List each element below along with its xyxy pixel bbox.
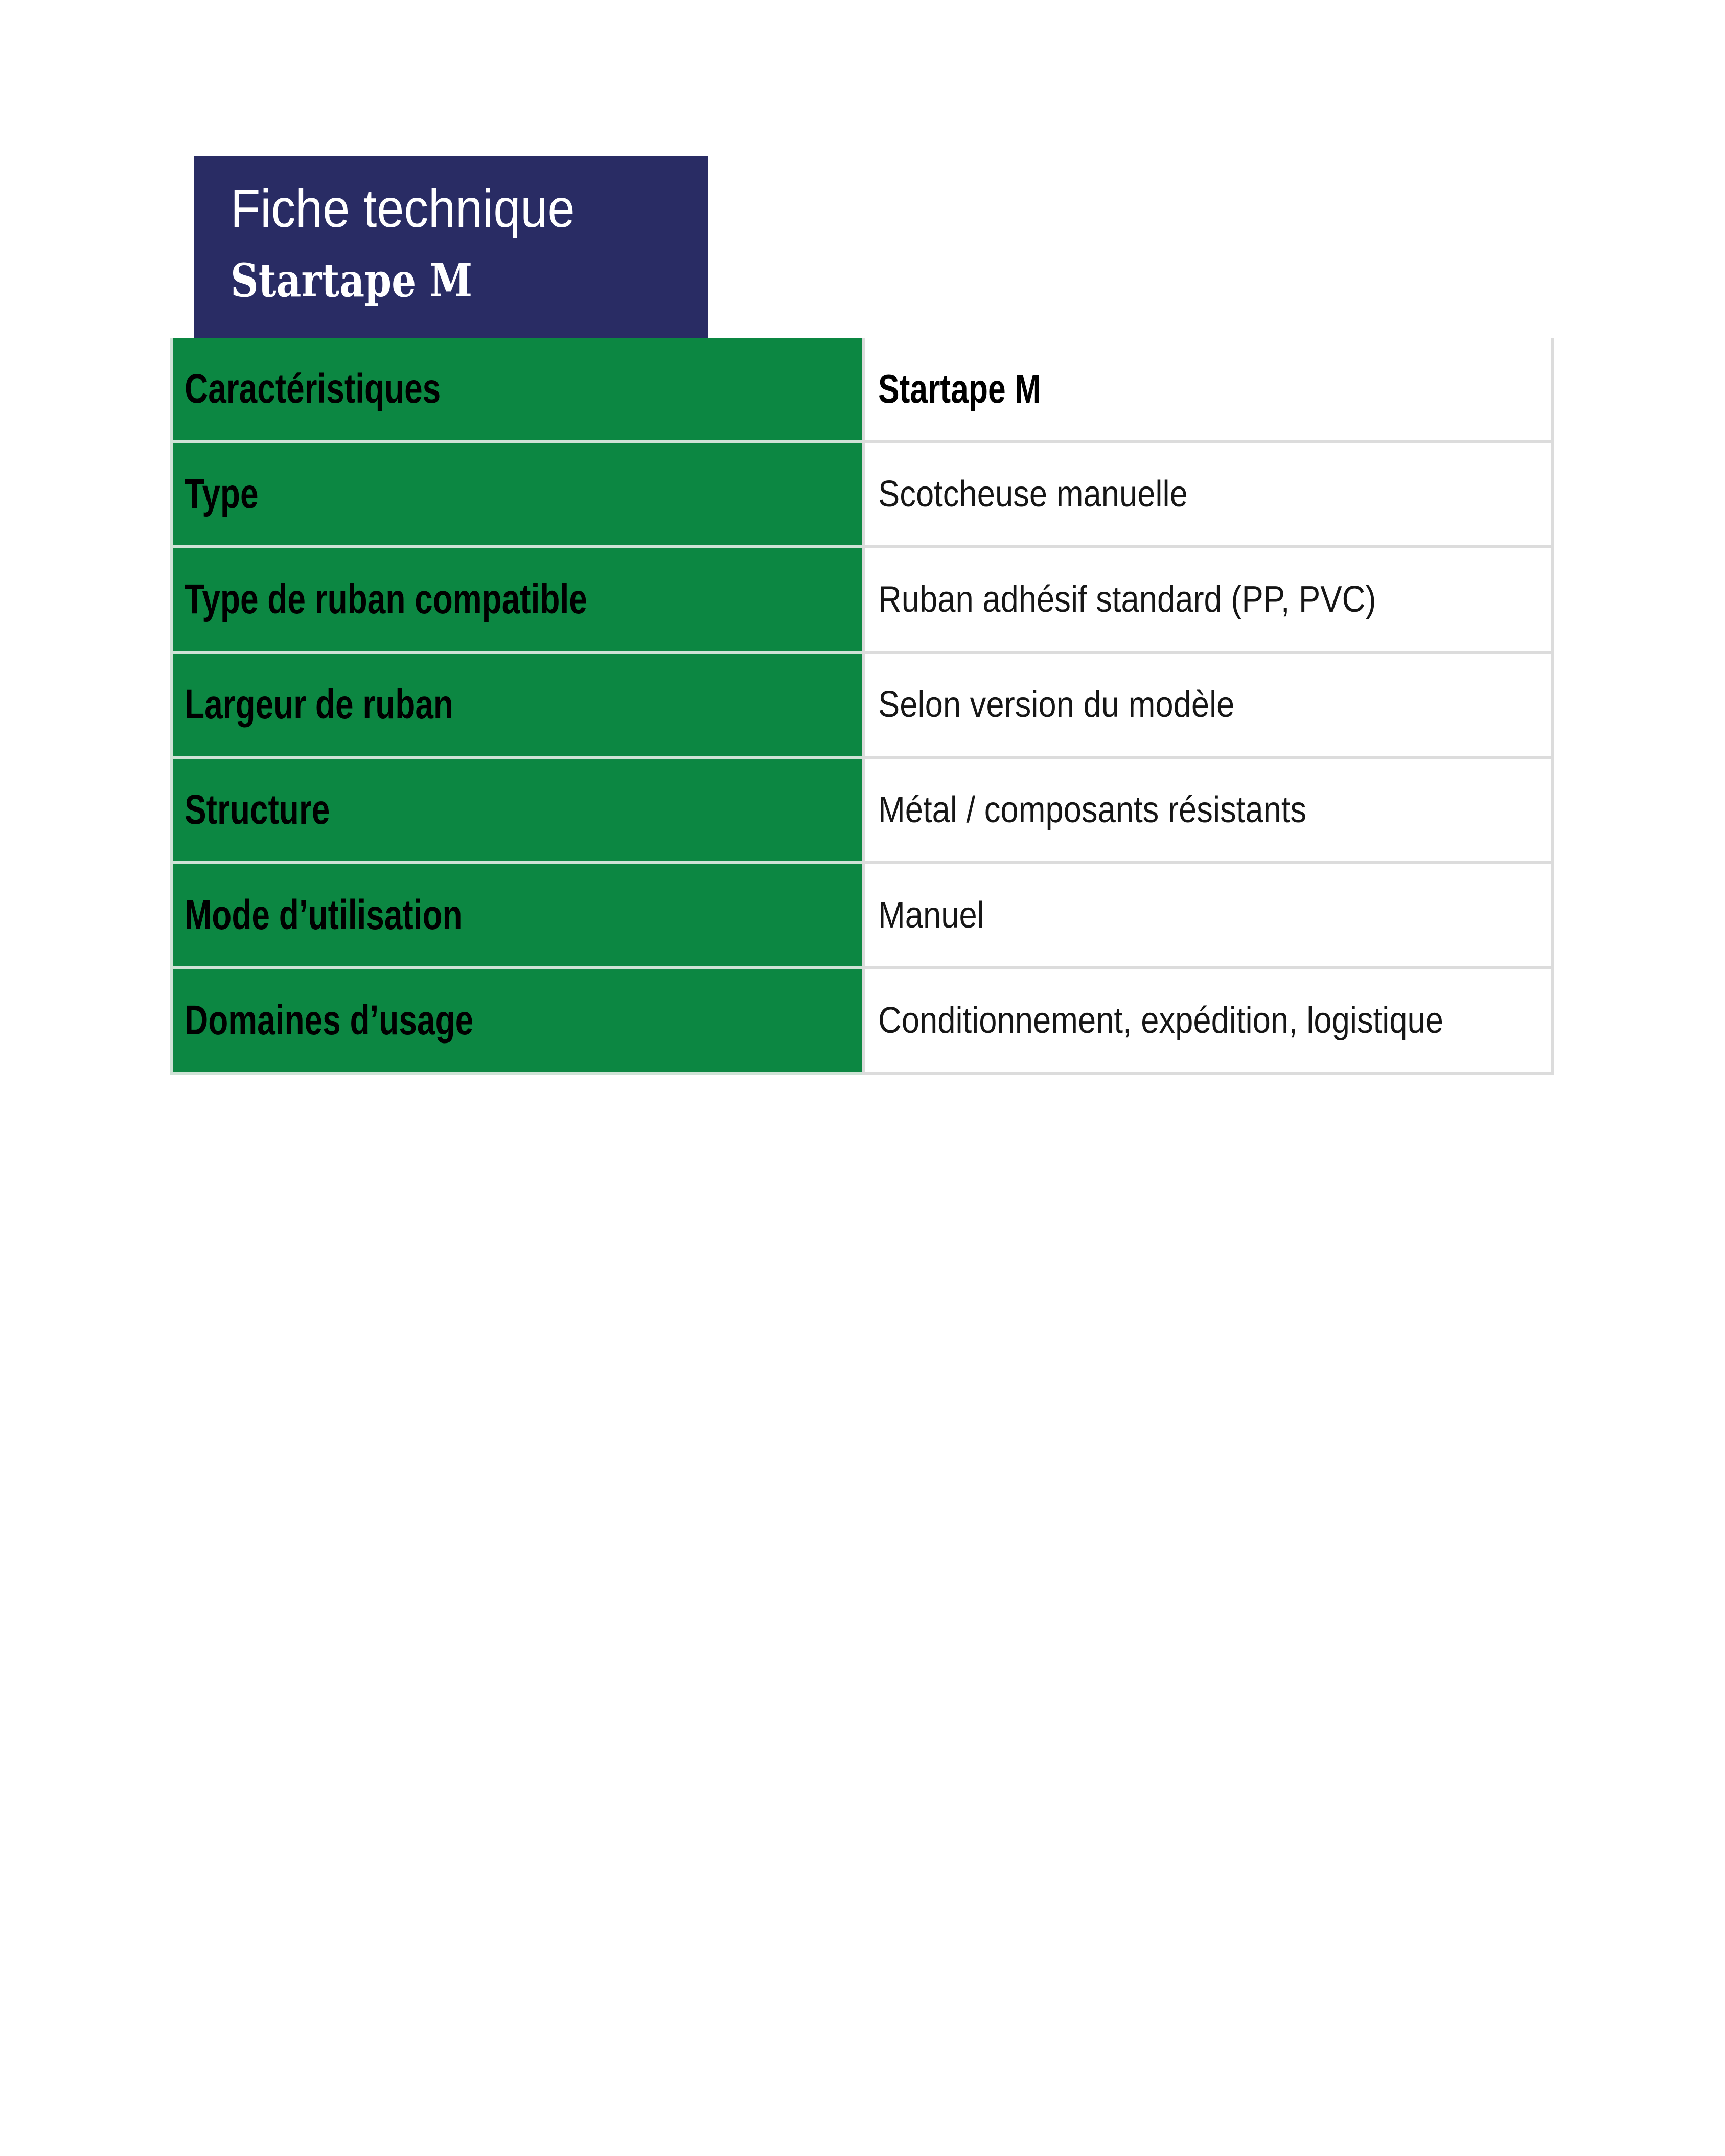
spec-value: Métal / composants résistants: [878, 790, 1307, 830]
spec-label: Largeur de ruban: [185, 681, 453, 728]
table-row-largeur-label-cell: [170, 654, 862, 759]
table-row-structure-label-cell: [170, 759, 862, 864]
table-row-header-value-cell: [862, 338, 1554, 443]
product-name-title: Startape M: [231, 253, 473, 308]
spec-label: Type de ruban compatible: [185, 576, 587, 622]
table-row-domaines-usage-value-cell: [862, 969, 1554, 1075]
table-row-type-label-cell: [170, 443, 862, 548]
table-row-type-value-cell: [862, 443, 1554, 548]
table-row-ruban-compatible-label-cell: [170, 548, 862, 654]
spec-value: Manuel: [878, 895, 984, 936]
spec-label: Caractéristiques: [185, 365, 441, 412]
spec-value: Conditionnement, expédition, logistique: [878, 1000, 1444, 1041]
spec-value: Scotcheuse manuelle: [878, 474, 1188, 515]
spec-table: [170, 338, 1554, 1075]
table-row-header-label-cell: [170, 338, 862, 443]
spec-label: Domaines d’usage: [185, 997, 474, 1044]
spec-label: Type: [185, 471, 259, 517]
table-row-structure-value-cell: [862, 759, 1554, 864]
table-row-domaines-usage-label-cell: [170, 969, 862, 1075]
table-row-ruban-compatible-value-cell: [862, 548, 1554, 654]
spec-label: Structure: [185, 786, 330, 833]
spec-value: Ruban adhésif standard (PP, PVC): [878, 579, 1376, 620]
spec-label: Mode d’utilisation: [185, 892, 463, 938]
table-row-mode-utilisation-value-cell: [862, 864, 1554, 969]
table-row-largeur-value-cell: [862, 654, 1554, 759]
header-box: [194, 156, 708, 338]
page-title: Fiche technique: [231, 178, 575, 239]
spec-value: Selon version du modèle: [878, 684, 1235, 725]
table-row-mode-utilisation-label-cell: [170, 864, 862, 969]
spec-value: Startape M: [878, 366, 1042, 411]
